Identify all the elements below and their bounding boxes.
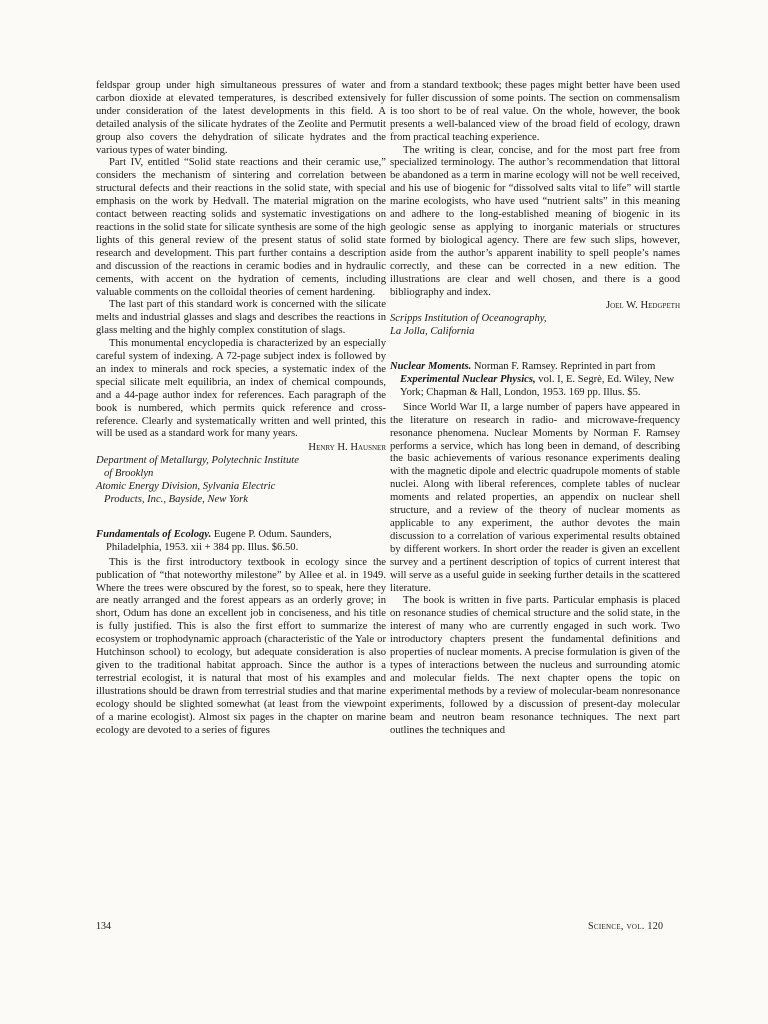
book-title: Fundamentals of Ecology.: [96, 528, 212, 540]
affiliation-line: La Jolla, California: [390, 326, 475, 338]
affiliation-line: Department of Metallurgy, Polytechnic Institute: [96, 455, 299, 467]
right-column: [390, 80, 680, 737]
reviewer-signature: Henry H. Hausner: [308, 442, 386, 454]
page-number: 134: [96, 921, 111, 932]
affiliation-line: Scripps Institution of Oceanography,: [390, 313, 547, 325]
paragraph: This is the first introductory textbook in ecology since the publication of “that noteworthy milestone” by Allee et al. in 1949. Where the trees were obscured by the forest, so to speak, here they are neatly arranged and the forest appears as an orderly grove; in short, Odum has done an excellent job in conciseness, and his title is fully justified. This is also the first effort to summarize the ecosystem or trophodynamic approach (characteristic of the Yale or Hutchinson school) to ecology, but adequate consideration is also given to the traditional habitat approach. Since the author is a terrestrial ecologist, it is natural that most of his examples and illustrations should be drawn from terrestrial studies and that marine ecology should be slighted somewhat (at least from the viewpoint of a marine ecologist). Almost six pages in the chapter on marine ecology are devoted to a series of figures: [96, 556, 386, 736]
paragraph: Part IV, entitled “Solid state reactions and their ceramic use,” considers the mechanism of sintering and correlation between structural defects and their reactions in the solid state, with special emphasis on the work by Hedvall. The material migration on the contact between reacting solids and systematic investigations on reactions in the solid state for silicate synthesis are some of the high lights of this general review of the present status of solid state research and development. This part further contains a description and discussion of the reactions in ceramic bodies and in hydraulic cements, with accent on the hydration of cements, including valuable comments on the colloidal theories of cement hardening.: [96, 157, 386, 298]
affiliation-line: Atomic Energy Division, Sylvania Electric: [96, 481, 276, 493]
left-column: [96, 80, 386, 737]
review-heading: [390, 361, 680, 400]
affiliation-line: Products, Inc., Bayside, New York: [104, 494, 248, 505]
book-info: vol. I, E. Segrè, Ed. Wiley, New York; Chapman & Hall, London, 1953. 169 pp. Illus. $5.: [400, 374, 675, 398]
paragraph: The last part of this standard work is concerned with the silicate melts and industrial glasses and slags and describes the reactions in glass melting and the highly complex constitution of slags.: [96, 299, 386, 337]
reviewer-affiliation: [390, 313, 680, 339]
book-info: Norman F. Ramsey. Reprinted in part from: [471, 361, 656, 373]
reviewer-signature: Joel W. Hedgpeth: [605, 300, 680, 312]
paragraph: The writing is clear, concise, and for the most part free from specialized terminology. The author’s recommendation that littoral be abandoned as a term in marine ecology will not be well received, and his use of biogenic for “dissolved salts vital to life” will startle marine ecologists, who have used “nutrient salts” in this meaning and adhere to the long-established meaning of biogenic in its geologic sense as applying to inorganic materials or structures formed by biological agency. There are few such slips, however, aside from the author’s apparent inability to spell people’s names correctly, and these can be corrected in a new edition. The illustrations are clear and well chosen, and there is a good bibliography and index.: [390, 144, 680, 298]
review-heading: [96, 529, 386, 555]
paragraph: The book is written in five parts. Particular emphasis is placed on resonance studies of chemical structure and the solid state, in the interest of many who are currently engaged in such work. Two introductory chapters present the fundamental definitions and properties of nuclear moments. A precise formulation is given of the types of interactions between the nucleus and surrounding atomic and molecular fields. The next chapter opens the topic on experimental methods by a review of molecular-beam nonresonance experiments, followed by a discussion of present-day molecular beam and neutron beam resonance techniques. The next part outlines the techniques and: [390, 595, 680, 736]
affiliation-line: of Brooklyn: [104, 468, 154, 480]
reviewer-affiliation: [96, 455, 386, 481]
paragraph: feldspar group under high simultaneous pressures of water and carbon dioxide at elevated temperatures, is described extensively under consideration of the latest developments in this field. A detailed analysis of the silicate hydrates of the Zeolite and Permutit group also covers the dehydration of silicate hydrates and the various types of water binding.: [96, 80, 386, 156]
paragraph: from a standard textbook; these pages might better have been used for fuller discussion of some points. The section on commensalism is too short to be of real value. On the whole, however, the book presents a well-balanced view of the broad field of ecology, drawn from practical teaching experience.: [390, 80, 680, 143]
journal-reference: Science, vol. 120: [588, 921, 664, 932]
reviewer-affiliation: [96, 481, 386, 507]
paragraph: This monumental encyclopedia is characterized by an especially careful system of indexing. A 72-page subject index is followed by an index to minerals and rock species, a systematic index of the special silicate melt equilibria, an index of chemical compounds, and a 44-page author index for references. Each paragraph of the book is numbered, which permits quick reference and cross-reference. Clearly and systematically written and well printed, this will be used as a standard work for many years.: [96, 338, 386, 440]
source-title: Experimental Nuclear Physics,: [400, 374, 536, 386]
book-title: Nuclear Moments.: [390, 361, 472, 373]
paragraph: Since World War II, a large number of papers have appeared in the literature on research in radio- and microwave-frequency resonance phenomena. Nuclear Moments by Norman F. Ramsey performs a service, which has long been in demand, of describing the basic achievements of various resonance experiments dealing with the magnetic dipole and electric quadrupole moments of stable nuclei. Along with liberal references, complete tables of nuclear moments and related properties, an appendix on nuclear shell structure, and a review of the theory of nuclear moments as applicable to any experiment, the author devotes the main discussion to a correlation of various experimental results obtained by different workers. In short order the reader is given an excellent survey and a pertinent description of topics of current interest that will serve as a useful guide in seeking further details in the scattered literature.: [390, 401, 680, 594]
book-info: Eugene P. Odum. Saunders, Philadelphia, 1953. xii + 384 pp. Illus. $6.50.: [106, 528, 332, 553]
